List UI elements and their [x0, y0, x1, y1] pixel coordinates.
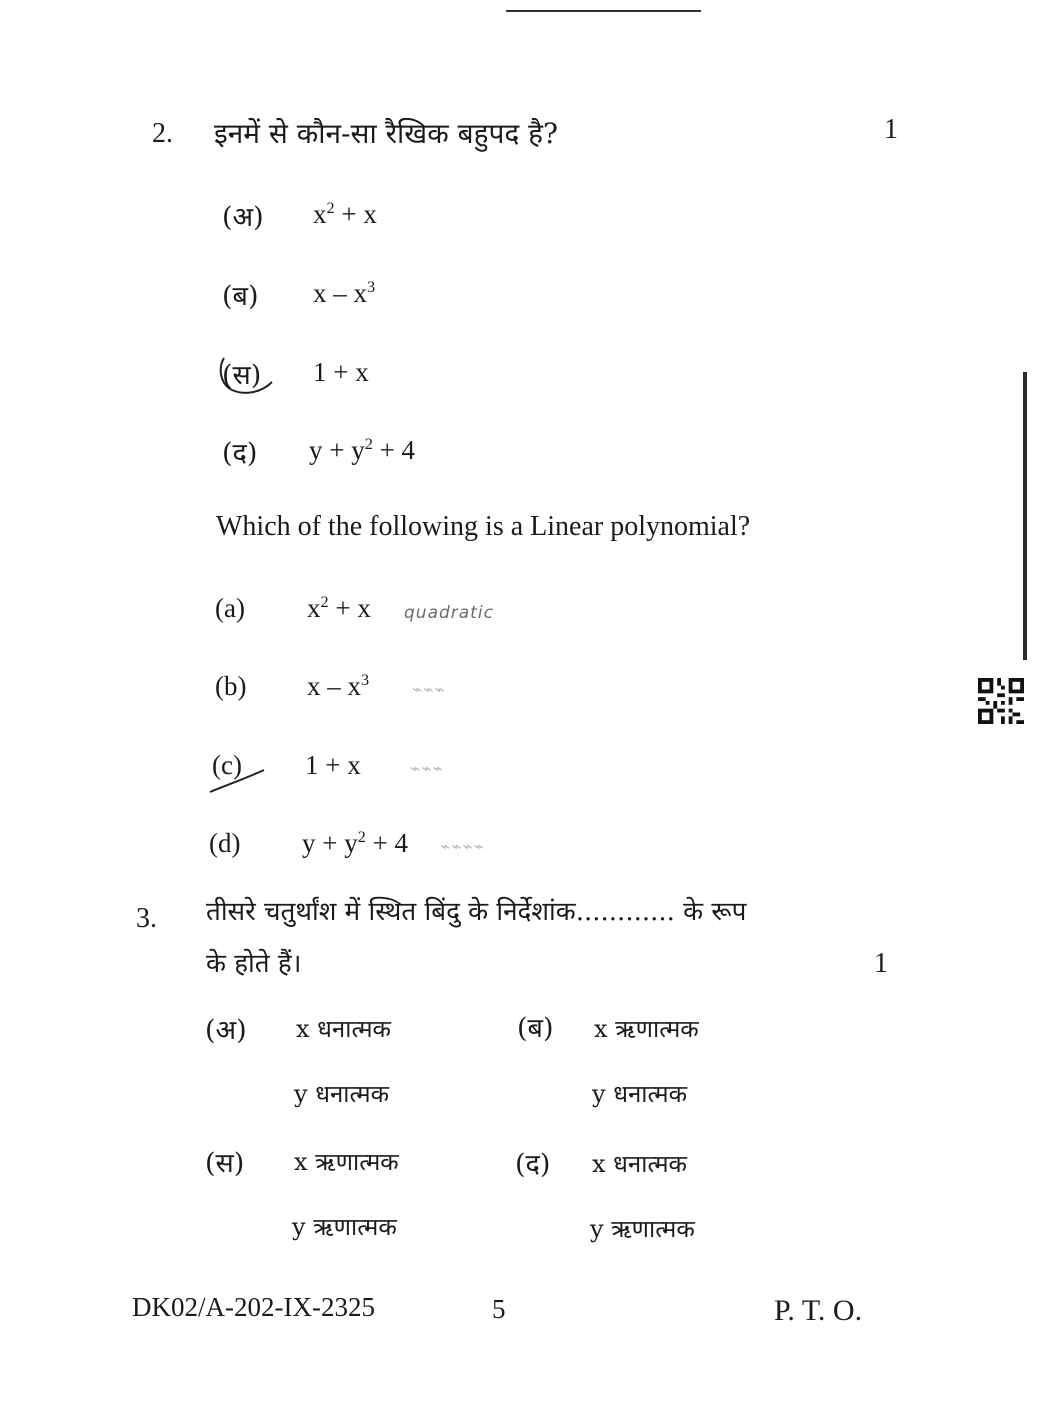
q2-hi-option-expr: $x^2 + x$ [313, 199, 377, 229]
question-3-marks: 1 [874, 948, 888, 979]
question-3-number: 3. [136, 903, 157, 934]
selected-answer-circle-icon [216, 352, 282, 398]
q2-hi-option-label: (ब) [222, 281, 259, 312]
q2-hi-option-expr: $y + y^2 + 4$ [309, 435, 416, 465]
q3-option-label: (द) [515, 1149, 551, 1180]
question-3-text-line1: तीसरे चतुर्थांश में स्थित बिंदु के निर्देशांक............ के रूप [206, 897, 747, 927]
q2-en-option-expr: $y + y^2 + 4$ [302, 828, 409, 858]
q2-hi-option-expr: x – $x^3$ [313, 278, 376, 308]
q3-option-label: (ब) [517, 1013, 554, 1044]
q3-option-y: y धनात्मक [294, 1080, 390, 1108]
question-2-text-english: Which of the following is a Linear polynomial? [216, 511, 751, 542]
q2-hi-option-expr: 1 + x [313, 357, 369, 387]
handwritten-note: quadratic [404, 603, 494, 623]
q2-hi-option-label: (स) [222, 360, 262, 391]
q2-en-option-label: (c) [212, 750, 242, 780]
margin-bar [1023, 372, 1027, 660]
q2-hi-option-label: (अ) [222, 202, 264, 233]
handwritten-scribble: ⌁⌁⌁ [412, 680, 446, 700]
top-rule [506, 10, 701, 12]
qr-code-icon [977, 678, 1025, 724]
question-2-marks: 1 [884, 114, 898, 145]
page-number: 5 [492, 1294, 506, 1324]
q3-option-label: (स) [205, 1148, 245, 1179]
handwritten-scribble: ⌁⌁⌁⌁ [440, 837, 485, 857]
paper-code: DK02/A-202-IX-2325 [132, 1292, 375, 1322]
q3-option-y: y ऋणात्मक [590, 1215, 695, 1243]
please-turn-over: P. T. O. [774, 1294, 863, 1327]
q2-en-option-expr: x – $x^3$ [307, 671, 370, 701]
q3-option-x: x धनात्मक [296, 1015, 391, 1043]
question-2-number: 2. [152, 118, 173, 149]
q3-option-x: x धनात्मक [592, 1150, 687, 1178]
q3-option-x: x ऋणात्मक [594, 1015, 699, 1043]
q3-option-x: x ऋणात्मक [294, 1148, 399, 1176]
q2-hi-option-label: (द) [222, 438, 258, 469]
q3-option-y: y ऋणात्मक [292, 1213, 397, 1241]
q2-en-option-expr: $x^2 + x$ [307, 593, 371, 623]
q2-en-option-label: (a) [215, 593, 245, 623]
q2-en-option-label: (b) [215, 671, 247, 701]
selected-answer-tick-icon [206, 766, 272, 796]
q2-en-option-expr: 1 + x [305, 750, 361, 780]
q2-en-option-label: (d) [209, 828, 241, 858]
handwritten-scribble: ⌁⌁⌁ [410, 759, 444, 779]
q3-option-label: (अ) [205, 1015, 247, 1046]
q3-option-y: y धनात्मक [592, 1080, 688, 1108]
question-3-text-line2: के होते हैं। [206, 949, 302, 979]
question-2-text-hindi: इनमें से कौन-सा रैखिक बहुपद है? [214, 117, 559, 150]
